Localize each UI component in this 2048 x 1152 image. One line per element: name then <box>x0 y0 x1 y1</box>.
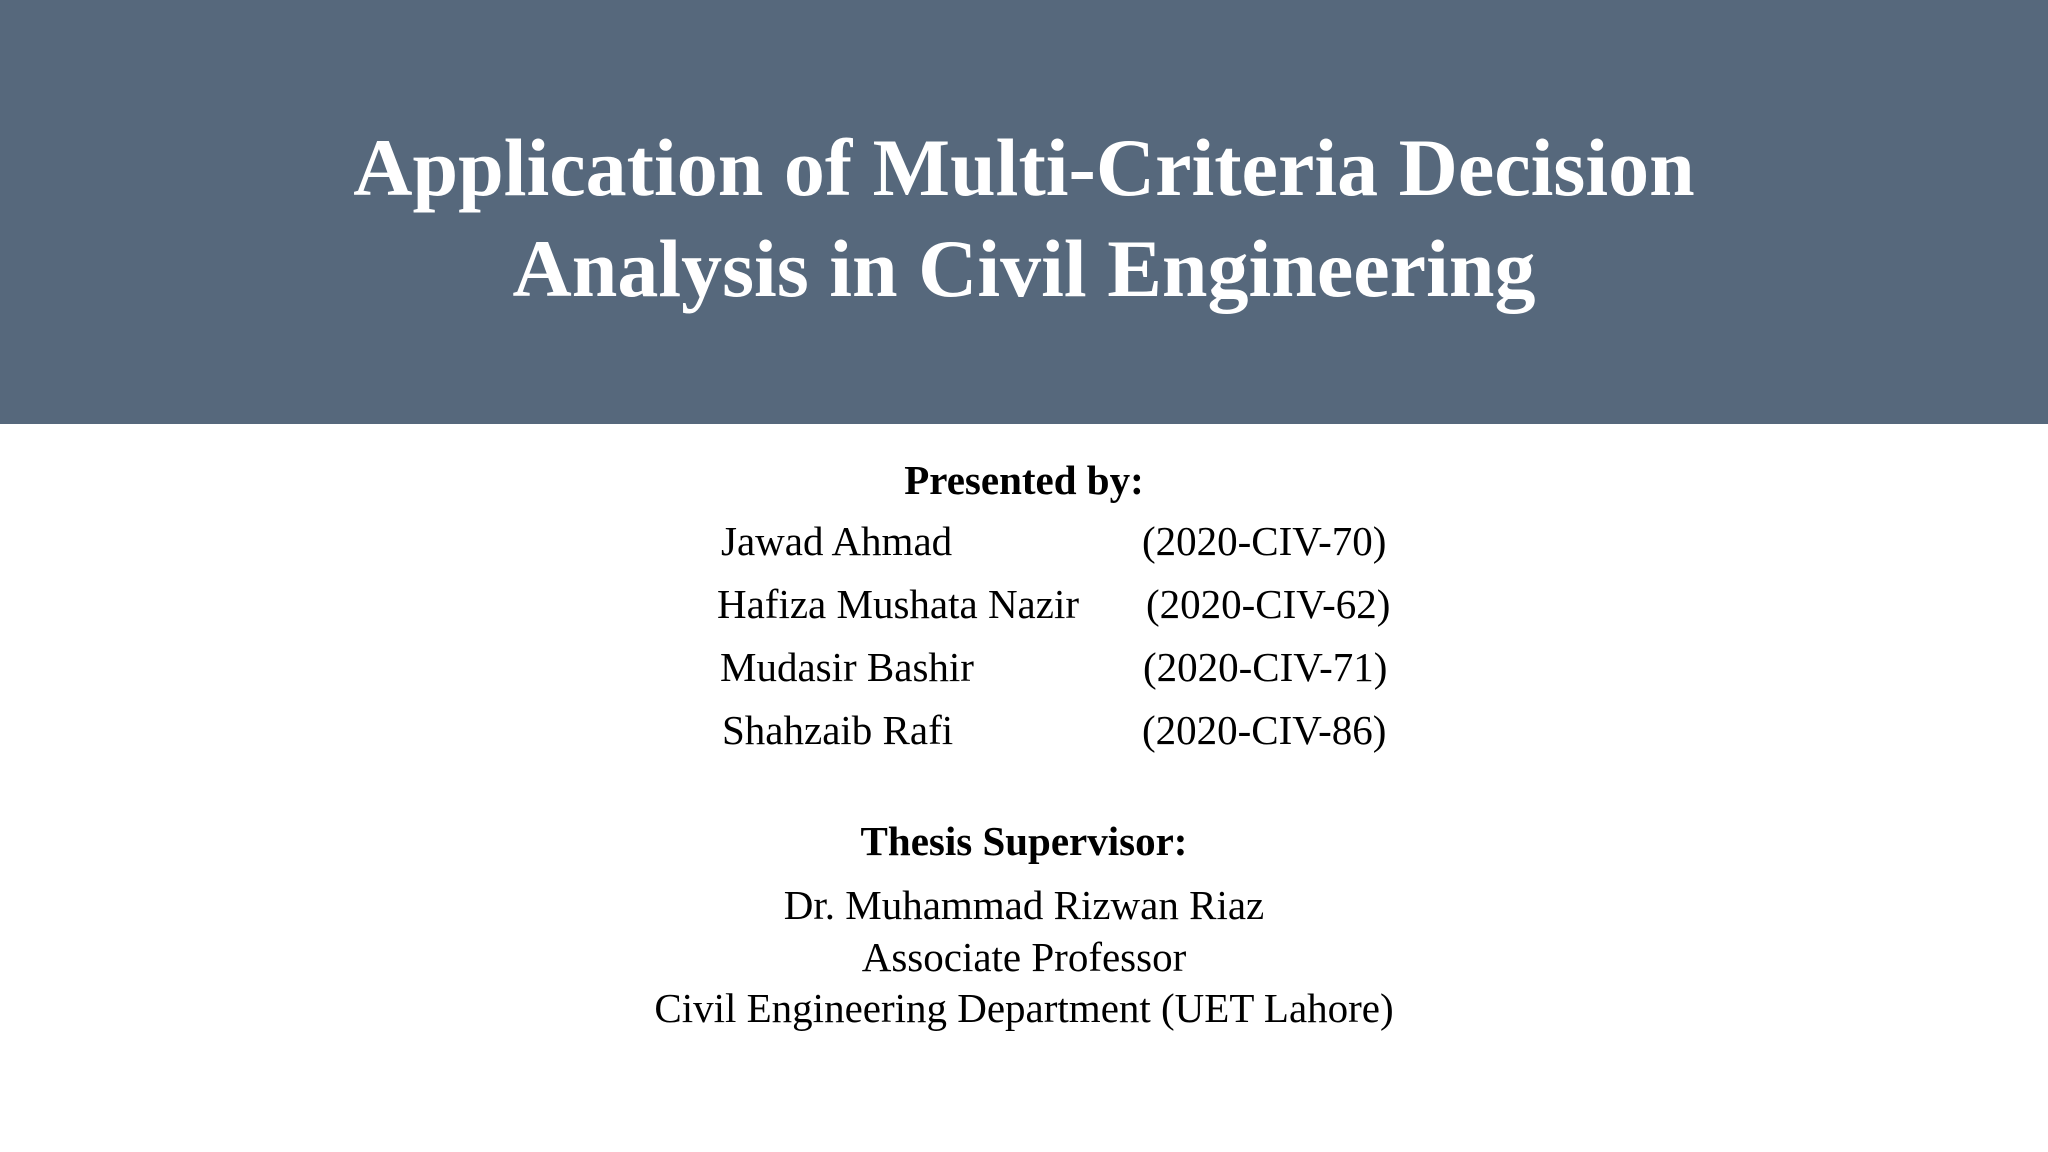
thesis-supervisor-heading: Thesis Supervisor: <box>860 818 1188 864</box>
student-id: (2020-CIV-86) <box>1142 707 1387 753</box>
presented-by-heading: Presented by: <box>904 457 1144 503</box>
student-name: Hafiza Mushata Nazir <box>717 581 1079 627</box>
student-name: Shahzaib Rafi <box>722 707 954 753</box>
slide-title-line-2: Analysis in Civil Engineering <box>512 223 1536 314</box>
supervisor-department: Civil Engineering Department (UET Lahore) <box>654 985 1394 1031</box>
slide-title-line-1: Application of Multi-Criteria Decision <box>353 122 1695 213</box>
student-id: (2020-CIV-71) <box>1143 644 1388 690</box>
supervisor-name: Dr. Muhammad Rizwan Riaz <box>783 882 1265 928</box>
student-name: Jawad Ahmad <box>721 518 953 564</box>
student-id: (2020-CIV-62) <box>1146 581 1391 627</box>
student-name: Mudasir Bashir <box>720 644 974 690</box>
title-band <box>0 0 2048 424</box>
supervisor-designation: Associate Professor <box>861 934 1187 980</box>
student-id: (2020-CIV-70) <box>1142 518 1387 564</box>
